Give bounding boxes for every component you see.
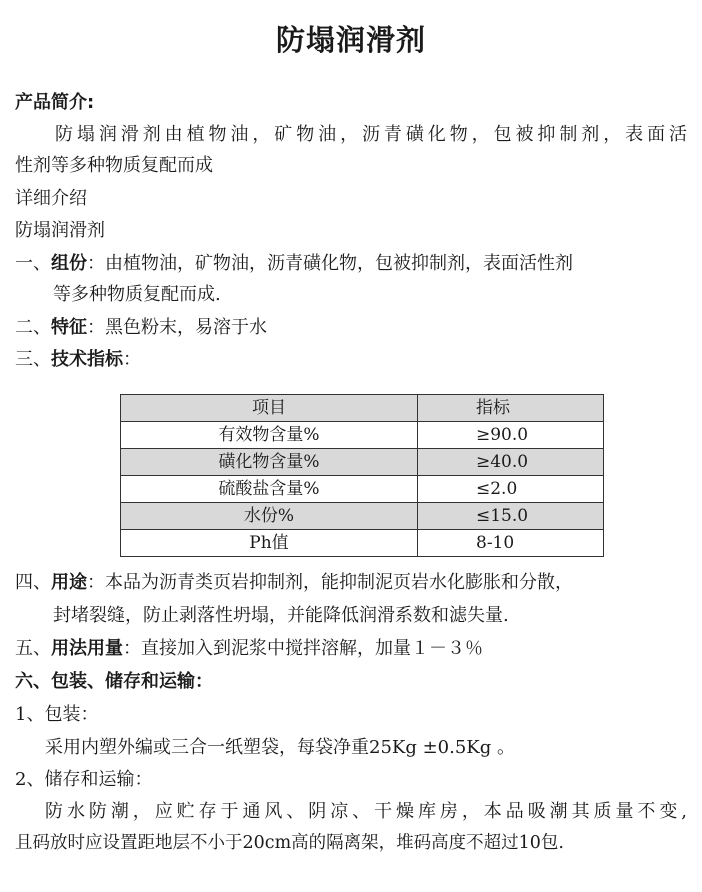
table-row <box>121 449 604 476</box>
packaging-item2-label: 2、储存和运输： <box>15 769 153 790</box>
packaging-item1-label: 1、包装： <box>15 704 99 725</box>
table-row <box>121 476 604 503</box>
spec-table <box>120 394 604 557</box>
table-cell-value: ≥90.0 <box>418 422 604 449</box>
dosage-label: 用法用量 <box>51 638 123 659</box>
specs-heading <box>15 345 141 375</box>
page-title: 防塌润滑剂 <box>275 23 426 57</box>
packaging-item2-line1: 防水防潮，应贮存于通风、阴凉、干燥库房，本品吸潮其质量不变, <box>45 801 687 822</box>
usage-text: ：本品为沥青类页岩抑制剂，能抑制泥页岩水化膨胀和分散， <box>87 572 573 593</box>
intro-heading: 产品简介: <box>15 92 95 113</box>
table-row <box>121 503 604 530</box>
composition-prefix: 一、 <box>15 253 51 274</box>
dosage-prefix: 五、 <box>15 638 51 659</box>
composition-label: 组份 <box>51 253 87 274</box>
table-cell-value: ≥40.0 <box>418 449 604 476</box>
intro-text-line1: 防塌润滑剂由植物油，矿物油，沥青磺化物，包被抑制剂，表面活 <box>55 124 687 145</box>
usage-line1 <box>15 568 573 598</box>
specs-suffix: ： <box>123 349 141 370</box>
table-row <box>121 530 604 557</box>
usage-line2: 封堵裂缝，防止剥落性坍塌，并能降低润滑系数和滤失量. <box>53 605 509 626</box>
intro-text-line2: 性剂等多种物质复配而成 <box>15 155 213 176</box>
product-name: 防塌润滑剂 <box>15 220 105 241</box>
table-cell-value: ≤2.0 <box>418 476 604 503</box>
table-cell-item: Ph值 <box>121 530 418 557</box>
table-header-row <box>121 395 604 422</box>
table-row <box>121 422 604 449</box>
features-line <box>15 313 267 343</box>
detail-label: 详细介绍 <box>15 188 87 209</box>
packaging-heading: 六、包装、储存和运输： <box>15 671 213 692</box>
table-cell-item: 磺化物含量% <box>121 449 418 476</box>
table-cell-value: ≤15.0 <box>418 503 604 530</box>
table-cell-item: 硫酸盐含量% <box>121 476 418 503</box>
table-cell-item: 有效物含量% <box>121 422 418 449</box>
specs-label: 技术指标 <box>51 349 123 370</box>
table-cell-item: 水份% <box>121 503 418 530</box>
features-prefix: 二、 <box>15 317 51 338</box>
packaging-item1-text: 采用内塑外编或三合一纸塑袋，每袋净重25Kg ±0.5Kg 。 <box>45 737 515 758</box>
table-header-value: 指标 <box>418 395 604 422</box>
features-label: 特征 <box>51 317 87 338</box>
table-header-item: 项目 <box>121 395 418 422</box>
usage-label: 用途 <box>51 572 87 593</box>
packaging-item2-line2: 且码放时应设置距地层不小于20cm高的隔离架，堆码高度不超过10包. <box>15 833 564 853</box>
composition-line1 <box>15 249 573 279</box>
dosage-text: ：直接加入到泥浆中搅拌溶解，加量１－３％ <box>123 638 483 659</box>
composition-text: ：由植物油，矿物油，沥青磺化物，包被抑制剂，表面活性剂 <box>87 253 573 274</box>
composition-line2: 等多种物质复配而成. <box>53 284 221 305</box>
dosage-line <box>15 634 483 664</box>
table-cell-value: 8-10 <box>418 530 604 557</box>
usage-prefix: 四、 <box>15 572 51 593</box>
features-text: ：黑色粉末，易溶于水 <box>87 317 267 338</box>
specs-prefix: 三、 <box>15 349 51 370</box>
